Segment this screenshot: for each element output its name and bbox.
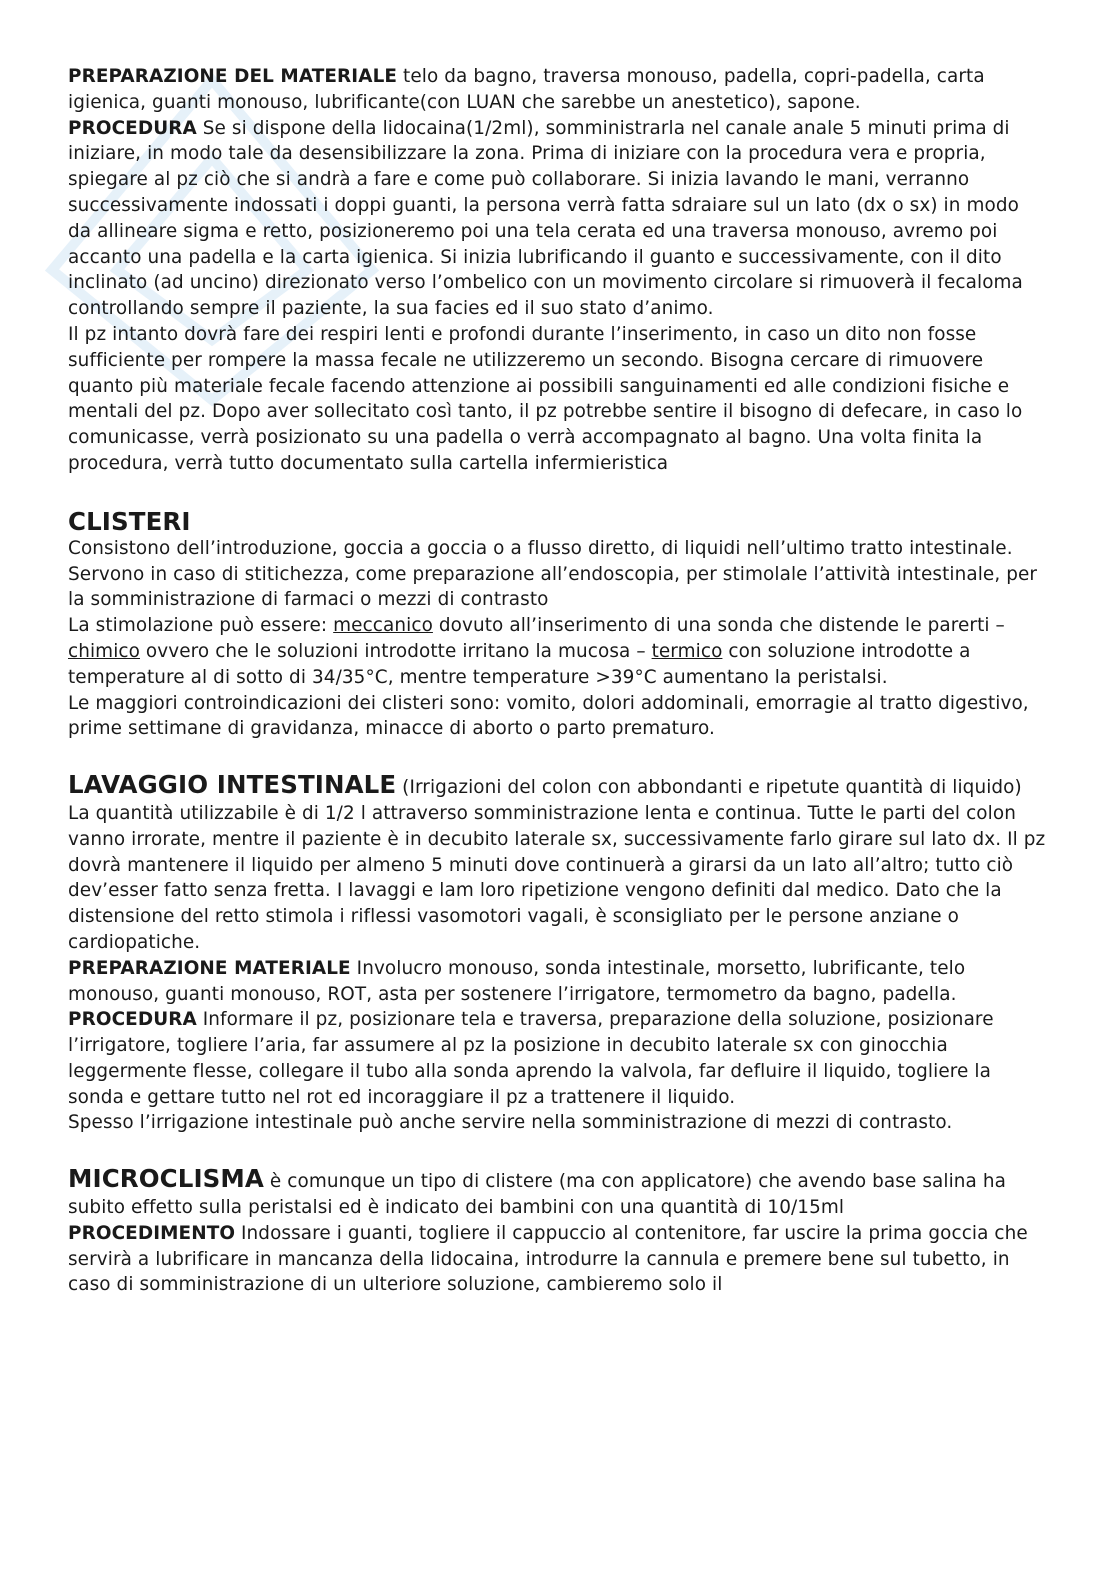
- microclisma-procedure: [68, 1221, 1048, 1298]
- text-span: con soluzione introdotte a temperature al di sotto di 34/35°C, mentre temperature >39°C aumentano la peristalsi.: [68, 640, 971, 688]
- section-spacer: [68, 742, 1048, 772]
- preparation-text: telo da bagno, traversa monouso, padella, copri-padella, carta igienica, guanti monouso, lubrificante(con LUAN che sarebbe un anestetico), sapone.: [68, 66, 985, 113]
- procedure-paragraph-2: Il pz intanto dovrà fare dei respiri lenti e profondi durante l’inserimento, in caso un dito non fosse sufficiente per rompere la massa fecale ne utilizzeremo un secondo. Bisogna cercare di rimuovere quanto più materiale fecale facendo attenzione ai possibili sanguinamenti ed alle condizioni fisiche e mentali del pz. Dopo aver sollecitato così tanto, il pz potrebbe sentire il bisogno di defecare, in caso lo comunicasse, verrà posizionato su una padella o verrà accompagnato al bagno. Una volta finita la procedura, verrà tutto documentato sulla cartella infermieristica: [68, 323, 1023, 474]
- microclisma-intro-text: è comunque un tipo di clistere (ma con applicatore) che avendo base salina ha subito effetto sulla peristalsi ed è indicato dei bambini con una quantità di 10/15ml: [68, 1171, 1007, 1219]
- procedure-label: PROCEDURA: [68, 1009, 197, 1031]
- underlined-term: chimico: [68, 640, 140, 662]
- section-title-lavaggio: LAVAGGIO INTESTINALE: [68, 770, 397, 800]
- clisteri-paragraph-2: Servono in caso di stitichezza, come preparazione all’endoscopia, per stimolale l’attività intestinale, per la somministrazione di farmaci o mezzi di contrasto: [68, 563, 1038, 611]
- procedure-label: PROCEDURA: [68, 117, 197, 139]
- procedure-text: Indossare i guanti, togliere il cappuccio al contenitore, far uscire la prima goccia che servirà a lubrificare in mancanza della lidocaina, introdurre la cannula e premere bene sul tubetto, in caso di somministrazione di un ulteriore soluzione, cambieremo solo il: [68, 1222, 1028, 1296]
- lavaggio-preparation: [68, 956, 1048, 1008]
- lavaggio-heading: [68, 772, 1048, 801]
- clisteri-paragraph-3: [68, 613, 1048, 690]
- section-spacer: [68, 1136, 1048, 1166]
- clisteri-paragraph-4: Le maggiori controindicazioni dei clisteri sono: vomito, dolori addominali, emorragie al tratto digestivo, prime settimane di gravidanza, minacce di aborto o parto prematuro.: [68, 692, 1029, 740]
- text-span: dovuto all’inserimento di una sonda che distende le parerti –: [432, 615, 1005, 637]
- lavaggio-paragraph-1: La quantità utilizzabile è di 1/2 l attraverso somministrazione lenta e continua. Tutte le parti del colon vanno irrorate, mentre il paziente è in decubito laterale sx, successivamente farlo girare sul lato dx. Il pz dovrà mantenere il liquido per almeno 5 minuti dove continuerà a girarsi da un lato all’altro; tutto ciò dev’esser fatto senza fretta. I lavaggi e lam loro ripetizione vengono definiti dal medico. Dato che la distensione del retto stimola i riflessi vasomotori vagali, è sconsigliato per le persone anziane o cardiopatiche.: [68, 802, 1046, 953]
- preparation-label: PREPARAZIONE MATERIALE: [68, 957, 351, 979]
- section-title-clisteri: CLISTERI: [68, 506, 191, 536]
- clisteri-paragraph-1: Consistono dell’introduzione, goccia a goccia o a flusso diretto, di liquidi nell’ultimo tratto intestinale.: [68, 537, 1013, 559]
- lavaggio-procedure: [68, 1007, 1048, 1110]
- underlined-term: meccanico: [333, 615, 433, 637]
- procedure-text: Informare il pz, posizionare tela e traversa, preparazione della soluzione, posizionare l’irrigatore, togliere l’aria, far assumere al pz la posizione in decubito laterale sx con ginocchia leggermente flesse, collegare il tubo alla sonda aprendo la valvola, far defluire il liquido, togliere la sonda e gettare tutto nel rot ed incoraggiare il pz a trattenere il liquido.: [68, 1009, 994, 1108]
- microclisma-intro: [68, 1166, 1048, 1221]
- lavaggio-subtitle: (Irrigazioni del colon con abbondanti e ripetute quantità di liquido): [396, 777, 1022, 799]
- preparation-text: Involucro monouso, sonda intestinale, morsetto, lubrificante, telo monouso, guanti monouso, ROT, asta per sostenere l’irrigatore, termometro da bagno, padella.: [68, 957, 966, 1005]
- section-spacer: [68, 477, 1048, 507]
- lavaggio-paragraph-last: Spesso l’irrigazione intestinale può anche servire nella somministrazione di mezzi di contrasto.: [68, 1112, 953, 1134]
- procedure-text: Se si dispone della lidocaina(1/2ml), somministrarla nel canale anale 5 minuti prima di iniziare, in modo tale da desensibilizzare la zona. Prima di iniziare con la procedura vera e propria, spiegare al pz ciò che si andrà a fare e come può collaborare. Si inizia lavando le mani, verranno successivamente indossati i doppi guanti, la persona verrà fatta sdraiare sul un lato (dx o sx) in modo da allineare sigma e retto, posizioneremo poi una tela cerata ed una traversa monouso, avremo poi accanto una padella e la carta igienica. Si inizia lubrificando il guanto e successivamente, con il dito inclinato (ad uncino) direzionato verso l’ombelico con un movimento circolare si rimuoverà il fecaloma controllando sempre il paziente, la sua facies ed il suo stato d’animo.: [68, 117, 1023, 320]
- procedure-label: PROCEDIMENTO: [68, 1222, 236, 1244]
- preparation-label: PREPARAZIONE DEL MATERIALE: [68, 66, 398, 87]
- text-span: ovvero che le soluzioni introdotte irritano la mucosa –: [139, 640, 652, 662]
- procedure-paragraph: [68, 116, 1048, 322]
- text-span: La stimolazione può essere:: [68, 615, 334, 637]
- preparation-paragraph: [68, 64, 1048, 116]
- section-title-microclisma: MICROCLISMA: [68, 1164, 264, 1194]
- underlined-term: termico: [651, 640, 723, 662]
- document-page: [68, 64, 1048, 1298]
